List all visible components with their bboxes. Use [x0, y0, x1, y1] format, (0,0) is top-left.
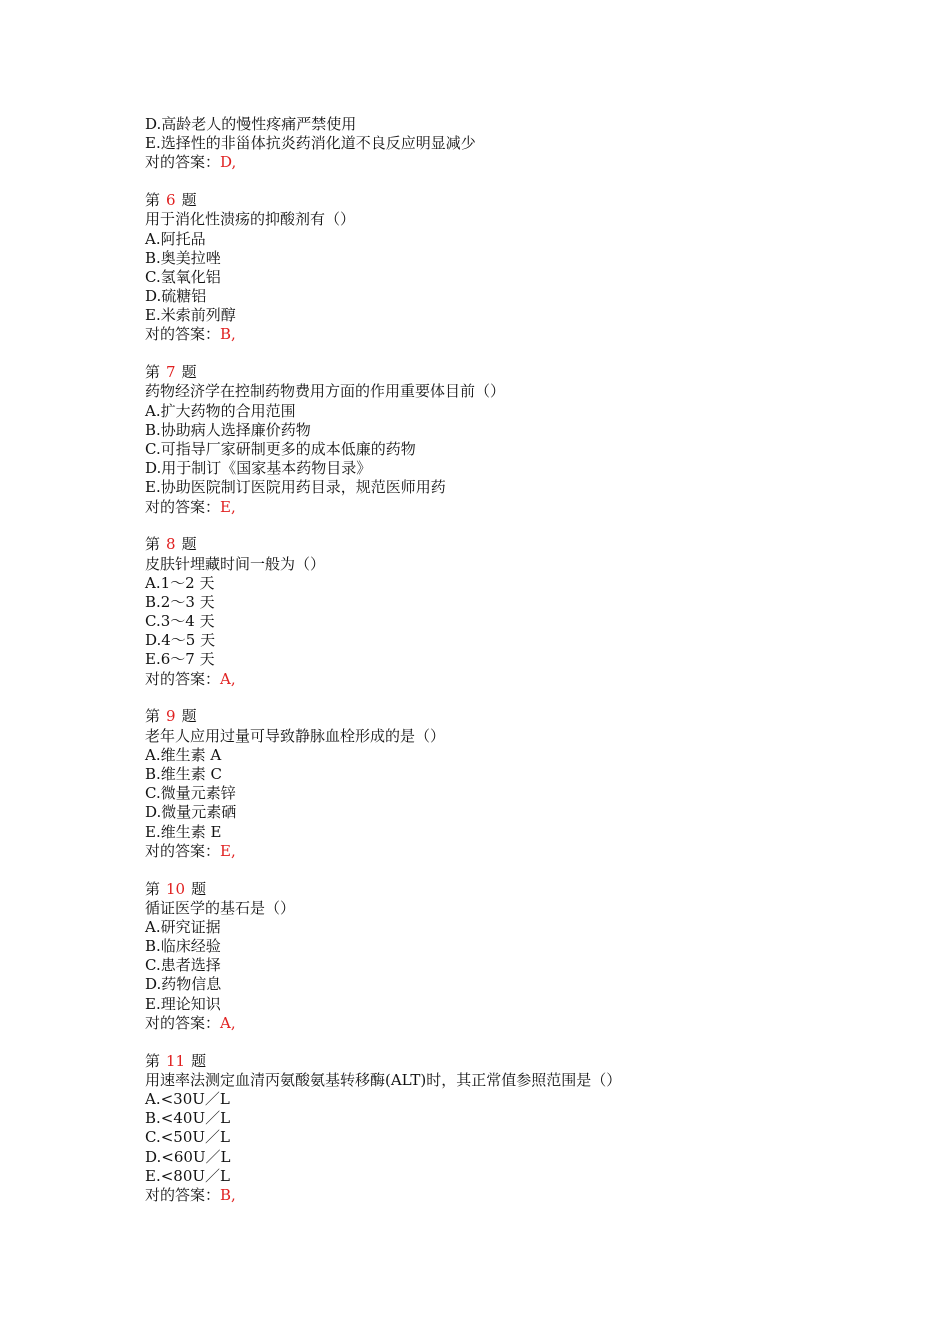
option-line: A.1～2 天: [145, 573, 215, 592]
question-block: [145, 535, 905, 689]
answer-line: [145, 1186, 905, 1205]
question-number: 6: [166, 191, 176, 210]
question-stem: 药物经济学在控制药物费用方面的作用重要体目前（）: [145, 382, 506, 401]
option-line: E.选择性的非甾体抗炎药消化道不良反应明显减少: [145, 134, 476, 153]
question-heading: [145, 880, 905, 899]
option-line: E.理论知识: [145, 994, 221, 1013]
option-line: D.<60U／L: [145, 1147, 231, 1166]
question-block: [145, 191, 905, 345]
option-line: B.奥美拉唑: [145, 248, 221, 267]
option-line: A.阿托品: [145, 229, 206, 248]
answer-value: B,: [220, 1185, 236, 1204]
option-line: A.研究证据: [145, 917, 221, 936]
question-heading: [145, 363, 905, 382]
question-stem: 用于消化性溃疡的抑酸剂有（）: [145, 210, 356, 229]
option-line: C.3～4 天: [145, 612, 215, 631]
question-number: 7: [166, 363, 176, 382]
answer-line: [145, 1014, 905, 1033]
answer-value: B,: [220, 325, 236, 344]
question-heading: [145, 1052, 905, 1071]
answer-line: [145, 153, 905, 172]
question-heading: [145, 191, 905, 210]
option-line: A.扩大药物的合用范围: [145, 401, 296, 420]
answer-label: 对的答案：: [145, 1013, 221, 1032]
option-line: E.维生素 E: [145, 822, 222, 841]
option-line: D.微量元素硒: [145, 803, 237, 822]
option-line: D.高龄老人的慢性疼痛严禁使用: [145, 115, 357, 133]
answer-label: 对的答案：: [145, 1185, 221, 1204]
answer-label: 对的答案：: [145, 841, 221, 860]
question-suffix: 题: [191, 879, 207, 898]
answer-value: A,: [220, 669, 236, 688]
question-number: 10: [166, 879, 186, 898]
question-block: [145, 1052, 905, 1206]
question-stem: 皮肤针埋藏时间一般为（）: [145, 554, 326, 573]
question-number: 9: [166, 707, 176, 726]
option-line: B.2～3 天: [145, 592, 215, 611]
question-prefix: 第: [145, 879, 161, 898]
answer-label: 对的答案：: [145, 669, 221, 688]
answer-value: E,: [220, 497, 236, 516]
option-line: E.米索前列醇: [145, 306, 236, 325]
option-line: D.4～5 天: [145, 631, 216, 650]
answer-value: D,: [220, 153, 237, 172]
question-suffix: 题: [181, 191, 197, 210]
answer-line: [145, 325, 905, 344]
question-prefix: 第: [145, 1051, 161, 1070]
option-line: C.患者选择: [145, 956, 221, 975]
question-number: 11: [166, 1051, 186, 1070]
option-line: B.维生素 C: [145, 765, 223, 783]
option-line: B.临床经验: [145, 937, 221, 956]
question-block: [145, 363, 905, 517]
question-prefix: 第: [145, 535, 161, 554]
option-line: A.<30U／L: [145, 1090, 230, 1108]
option-line: E.<80U／L: [145, 1166, 230, 1185]
answer-value: A,: [220, 1013, 236, 1032]
option-line: E.6～7 天: [145, 650, 215, 669]
question-suffix: 题: [181, 535, 197, 554]
option-line: C.微量元素锌: [145, 784, 236, 803]
answer-label: 对的答案：: [145, 153, 221, 172]
question-number: 8: [166, 535, 176, 554]
option-line: D.硫糖铝: [145, 287, 207, 306]
answer-line: [145, 842, 905, 861]
question-block: [145, 880, 905, 1034]
answer-line: [145, 670, 905, 689]
answer-label: 对的答案：: [145, 325, 221, 344]
question-suffix: 题: [181, 707, 197, 726]
option-line: B.<40U／L: [145, 1109, 231, 1128]
option-line: C.<50U／L: [145, 1128, 230, 1147]
question-heading: [145, 707, 905, 726]
option-line: C.可指导厂家研制更多的成本低廉的药物: [145, 440, 416, 458]
option-line: D.药物信息: [145, 975, 222, 994]
answer-label: 对的答案：: [145, 497, 221, 516]
question-suffix: 题: [191, 1051, 207, 1070]
answer-line: [145, 498, 905, 517]
question-block: [145, 707, 905, 861]
option-line: A.维生素 A: [145, 745, 222, 764]
question-suffix: 题: [181, 363, 197, 382]
option-line: B.协助病人选择廉价药物: [145, 420, 311, 439]
option-line: E.协助医院制订医院用药目录，规范医师用药: [145, 478, 446, 497]
question-heading: [145, 535, 905, 554]
option-line: D.用于制订《国家基本药物目录》: [145, 459, 372, 478]
question-prefix: 第: [145, 707, 161, 726]
question-prefix: 第: [145, 363, 161, 382]
question-stem: 用速率法测定血清丙氨酸氨基转移酶(ALT)时，其正常值参照范围是（）: [145, 1070, 622, 1089]
option-line: C.氢氧化铝: [145, 267, 221, 286]
question-prefix: 第: [145, 191, 161, 210]
question-stem: 老年人应用过量可导致静脉血栓形成的是（）: [145, 726, 446, 745]
document-page: [145, 115, 905, 1205]
answer-value: E,: [220, 841, 236, 860]
lead-block: [145, 115, 905, 173]
question-stem: 循证医学的基石是（）: [145, 898, 296, 917]
